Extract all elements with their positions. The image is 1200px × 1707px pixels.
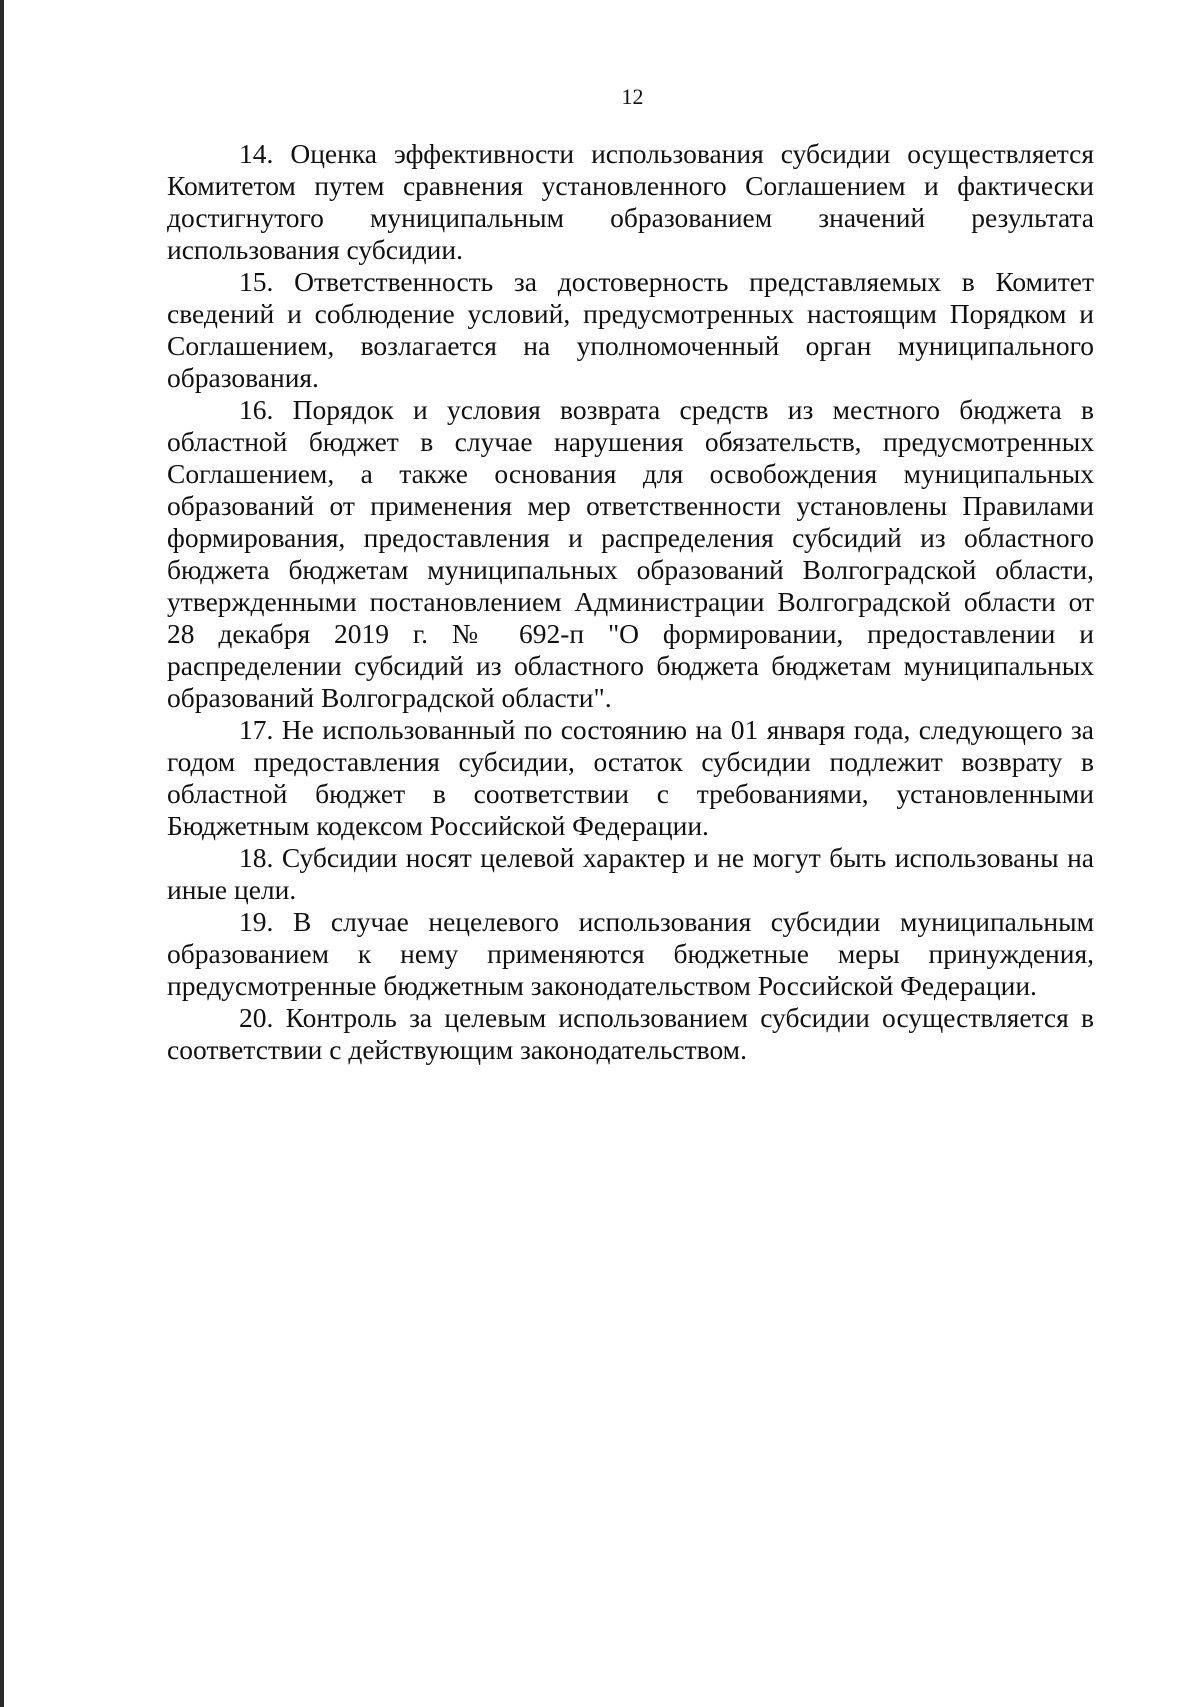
paragraph-15: 15. Ответственность за достоверность представляемых в Комитет сведений и соблюдение условий, предусмотренных настоящим Порядком и Соглашением, возлагается на уполномоченный орган муниципального образования. [167,266,1094,393]
page-number: 12 [621,84,644,109]
scan-edge [0,0,4,1707]
paragraph-16: 16. Порядок и условия возврата средств из местного бюджета в областной бюджет в случае нарушения обязательств, предусмотренных Соглашением, а также основания для освобождения муниципальных образований от применения мер ответственности установлены Правилами формирования, предоставления и распределения субсидий из областного бюджета бюджетам муниципальных образований Волгоградской области, утвержденными постановлением Администрации Волгоградской области от 28 декабря 2019 г. № 692-п "О формировании, предоставлении и распределении субсидий из областного бюджета бюджетам муниципальных образований Волгоградской области". [167,394,1094,713]
paragraph-18: 18. Субсидии носят целевой характер и не могут быть использованы на иные цели. [167,842,1094,905]
paragraph-17: 17. Не использованный по состоянию на 01 января года, следующего за годом предоставления субсидии, остаток субсидии подлежит возврату в областной бюджет в соответствии с требованиями, установленными Бюджетным кодексом Российской Федерации. [167,714,1094,841]
paragraph-20: 20. Контроль за целевым использованием субсидии осуществляется в соответствии с действующим законодательством. [167,1002,1094,1065]
paragraph-19: 19. В случае нецелевого использования субсидии муниципальным образованием к нему применяются бюджетные меры принуждения, предусмотренные бюджетным законодательством Российской Федерации. [167,906,1094,1001]
paragraph-14: 14. Оценка эффективности использования субсидии осуществляется Комитетом путем сравнения установленного Соглашением и фактически достигнутого муниципальным образованием значений результата использования субсидии. [167,138,1094,265]
document-body [167,138,1094,1066]
